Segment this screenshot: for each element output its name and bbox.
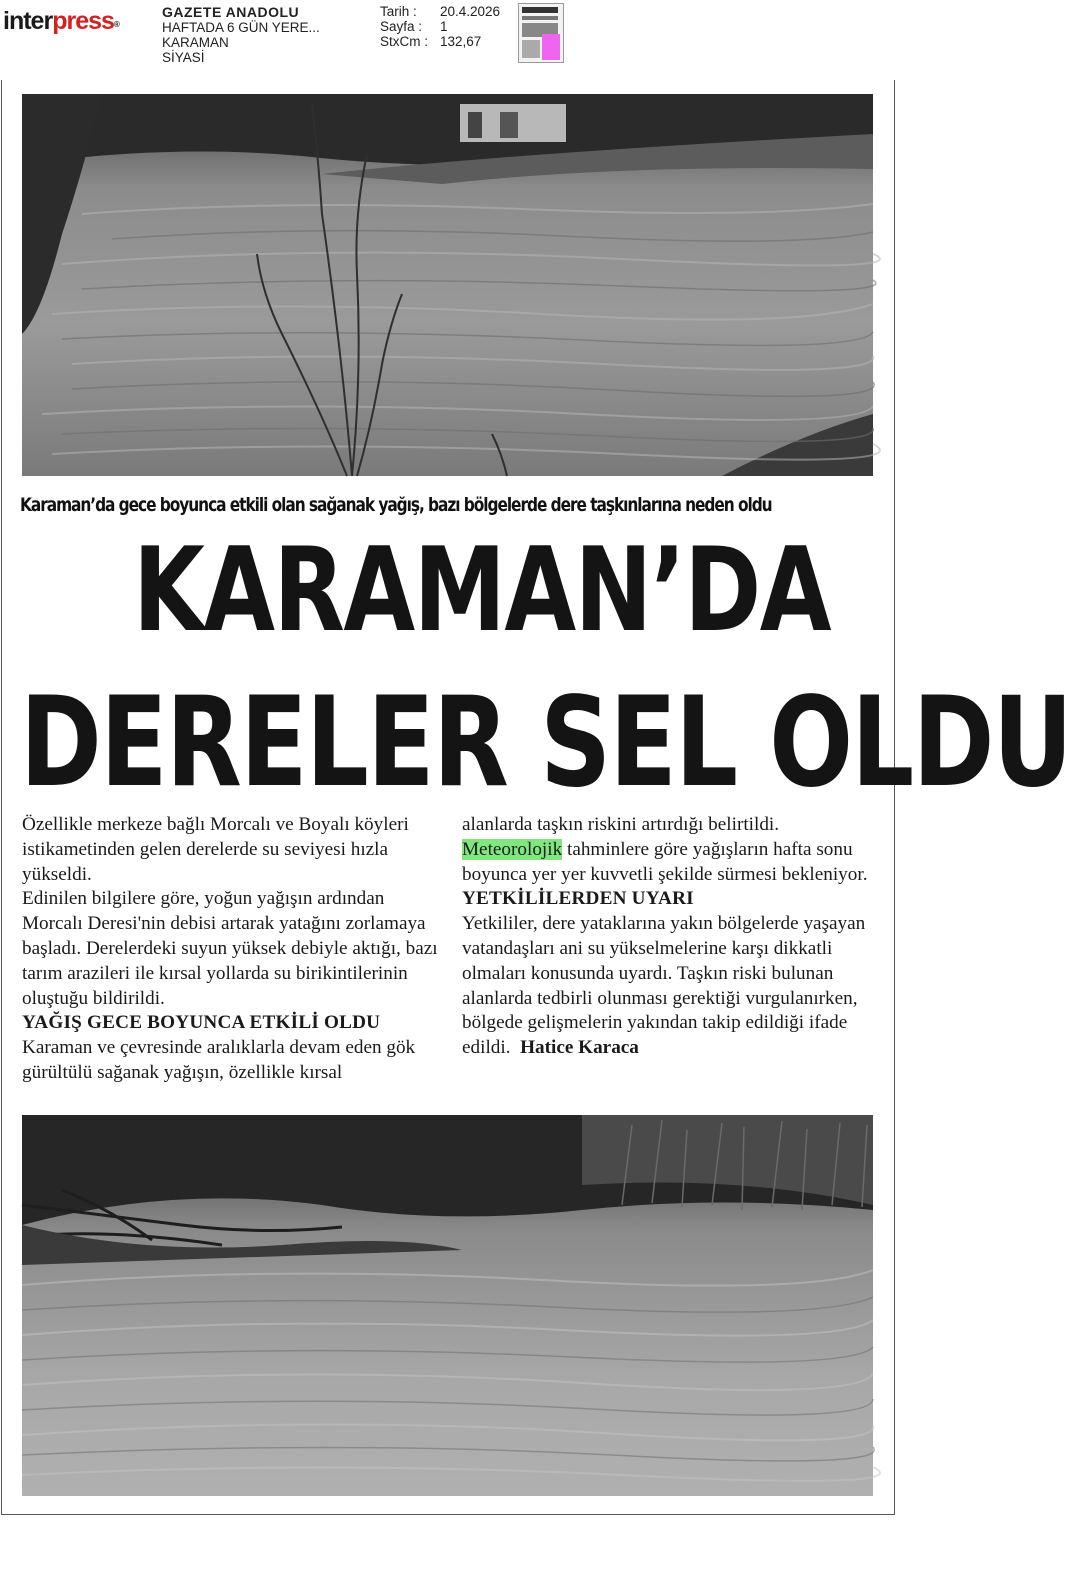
col2-paragraph-1: alanlarda taşkın riskini artırdığı belirtildi. [462, 814, 780, 835]
top-flood-photo-graphic [22, 94, 873, 476]
page-value: 1 [440, 19, 448, 34]
keyword-highlight: Meteorolojik [462, 838, 563, 860]
article-column-1 [22, 813, 442, 1086]
thumbnail-clip-highlight [542, 34, 560, 60]
thumbnail-text-block [522, 40, 540, 58]
col2-paragraph-3-wrap [462, 912, 882, 1061]
logo-part-inter: inter [3, 7, 53, 35]
thumbnail-headline [522, 16, 558, 20]
top-flood-photo [22, 94, 873, 476]
stxcm-label: StxCm : [380, 34, 429, 49]
publication-frequency: HAFTADA 6 GÜN YERE... [162, 20, 320, 35]
col2-paragraph-3: Yetkililer, dere yataklarına yakın bölgelerde yaşayan vatandaşları ani su yükselmelerine karşı dikkatli olmaları konusunda uyardı. Taşkın riski bulunan alanlarda tedbirli olunması gerektiği vurgulanırken, bölgede gelişmelerin yakından takip edildiği ifade edildi. [462, 913, 866, 1059]
page-label: Sayfa : [380, 19, 423, 34]
date-label: Tarih : [380, 4, 417, 19]
publication-name: GAZETE ANADOLU [162, 4, 300, 20]
stxcm-row [380, 34, 500, 49]
col1-paragraph-1: Özellikle merkeze bağlı Morcalı ve Boyalı köyleri istikametinden gelen derelerde su seviyesi hızla yükseldi. [22, 814, 409, 885]
stxcm-value: 132,67 [440, 34, 482, 49]
headline-line2: DERELER SEL OLDU [20, 671, 1071, 815]
publication-city: KARAMAN [162, 35, 229, 50]
col1-paragraph-3: Karaman ve çevresinde aralıklarla devam eden gök gürültülü sağanak yağışın, özellikle kırsal [22, 1037, 416, 1083]
date-row [380, 4, 500, 19]
logo-part-press: press [52, 7, 114, 35]
publication-category: SİYASİ [162, 50, 205, 65]
col1-subheading: YAĞIŞ GECE BOYUNCA ETKİLİ OLDU [22, 1012, 381, 1034]
article-column-2 [462, 813, 882, 1061]
col2-subheading: YETKİLİLERDEN UYARI [462, 888, 694, 910]
bottom-flood-photo [22, 1115, 873, 1496]
logo-registered-mark: ® [113, 20, 119, 29]
page-row [380, 19, 500, 34]
thumbnail-masthead [522, 7, 558, 13]
col2-paragraph-2-rest: tahminlere göre yağışların hafta sonu boyunca yer yer kuvvetli şekilde sürmesi bekleniyor. [462, 838, 868, 885]
page-thumbnail[interactable] [518, 3, 564, 63]
interpress-logo [3, 6, 119, 36]
article-author: Hatice Karaca [520, 1037, 639, 1059]
bottom-flood-photo-graphic [22, 1115, 873, 1496]
col2-paragraph-2 [462, 838, 882, 888]
article-spot: Karaman’da gece boyunca etkili olan sağanak yağış, bazı bölgelerde dere taşkınlarına neden oldu [20, 494, 772, 516]
headline-line1: KARAMAN’DA [133, 523, 830, 658]
clip-info [380, 4, 500, 49]
publication-info [162, 5, 320, 65]
date-value: 20.4.2026 [440, 4, 501, 19]
col1-paragraph-2: Edinilen bilgilere göre, yoğun yağışın ardından Morcalı Deresi'nin debisi artarak yatağını zorlamaya başladı. Derelerdeki suyun yüksek debiyle aktığı, bazı tarım arazileri ile kırsal yollarda su birikintilerinin oluştuğu bildirildi. [22, 888, 438, 1009]
